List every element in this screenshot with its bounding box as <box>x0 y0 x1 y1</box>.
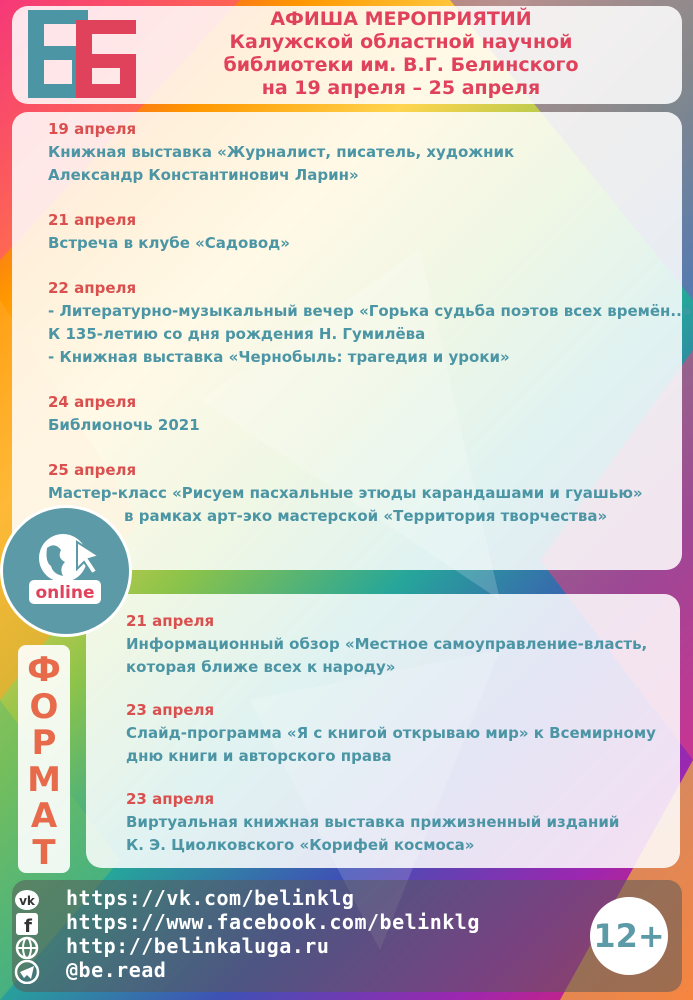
header-title-line: Калужской областной научной <box>229 31 573 53</box>
header-title-line: библиотеки им. В.Г. Белинского <box>223 54 579 76</box>
format-letter: М <box>27 759 61 800</box>
telegram-link[interactable]: @be.read <box>66 958 167 982</box>
event-text: Книжная выставка «Журналист, писатель, художник <box>48 143 515 161</box>
event-text: Информационный обзор «Местное самоуправление-власть, <box>126 635 648 653</box>
website-link[interactable]: http://belinkaluga.ru <box>66 934 330 958</box>
events-list <box>48 118 692 550</box>
svg-text:f: f <box>24 916 32 936</box>
svg-text:vk: vk <box>19 894 35 908</box>
event-date: 23 апреля <box>126 790 215 808</box>
event-text: К. Э. Циолковского «Корифей космоса» <box>126 836 475 854</box>
vk-link[interactable]: https://vk.com/belinklg <box>66 886 355 910</box>
globe-cursor-icon <box>3 508 129 634</box>
facebook-icon <box>14 912 40 936</box>
header-title-line: на 19 апреля – 25 апреля <box>261 77 541 99</box>
event-item <box>48 277 692 369</box>
format-letter: Р <box>31 723 57 763</box>
header-title-line: АФИША МЕРОПРИЯТИЙ <box>270 8 532 30</box>
event-text: в рамках арт-эко мастерской «Территория творчества» <box>124 507 608 525</box>
format-letter: Т <box>32 832 56 873</box>
event-item <box>48 391 688 437</box>
online-badge-label: online <box>35 583 95 603</box>
globe-icon <box>14 936 40 960</box>
library-logo <box>28 10 136 98</box>
format-letter: Ф <box>27 650 61 690</box>
event-text: Александр Константинович Ларин» <box>48 166 359 184</box>
event-date: 24 апреля <box>48 393 137 411</box>
event-text: Мастер-класс «Рисуем пасхальные этюды карандашами и гуашью» <box>48 484 643 502</box>
age-rating-badge: 12+ <box>590 897 668 975</box>
online-badge <box>0 505 132 637</box>
format-letter: О <box>29 686 59 727</box>
event-text: - Книжная выставка «Чернобыль: трагедия и уроки» <box>48 348 510 366</box>
event-text: дню книги и авторского права <box>126 747 392 765</box>
event-text: К 135-летию со дня рождения Н. Гумилёва <box>48 325 426 343</box>
event-text: которая ближе всех к народу» <box>126 658 396 676</box>
event-date: 21 апреля <box>48 211 137 229</box>
event-date: 19 апреля <box>48 120 137 138</box>
online-event-item <box>126 610 686 679</box>
event-item <box>48 459 688 528</box>
format-letter: А <box>30 796 58 836</box>
event-date: 22 апреля <box>48 279 137 297</box>
vk-icon <box>14 888 40 912</box>
event-date: 23 апреля <box>126 701 215 719</box>
online-event-item <box>126 699 686 768</box>
event-item <box>48 209 688 255</box>
telegram-icon <box>14 960 40 984</box>
event-text: Виртуальная книжная выставка прижизненный изданий <box>126 813 620 831</box>
event-item <box>48 118 688 187</box>
event-date: 25 апреля <box>48 461 137 479</box>
event-text: - Литературно-музыкальный вечер «Горька судьба поэтов всех времён..» <box>48 302 692 320</box>
event-text: Слайд-программа «Я с книгой открываю мир» к Всемирному <box>126 724 656 742</box>
format-word <box>18 652 70 871</box>
online-events-list <box>126 610 686 877</box>
event-text: Библионочь 2021 <box>48 416 200 434</box>
online-event-item <box>126 788 686 857</box>
header-title <box>196 8 606 100</box>
facebook-link[interactable]: https://www.facebook.com/belinklg <box>66 910 480 934</box>
event-text: Встреча в клубе «Садовод» <box>48 234 290 252</box>
event-date: 21 апреля <box>126 612 215 630</box>
